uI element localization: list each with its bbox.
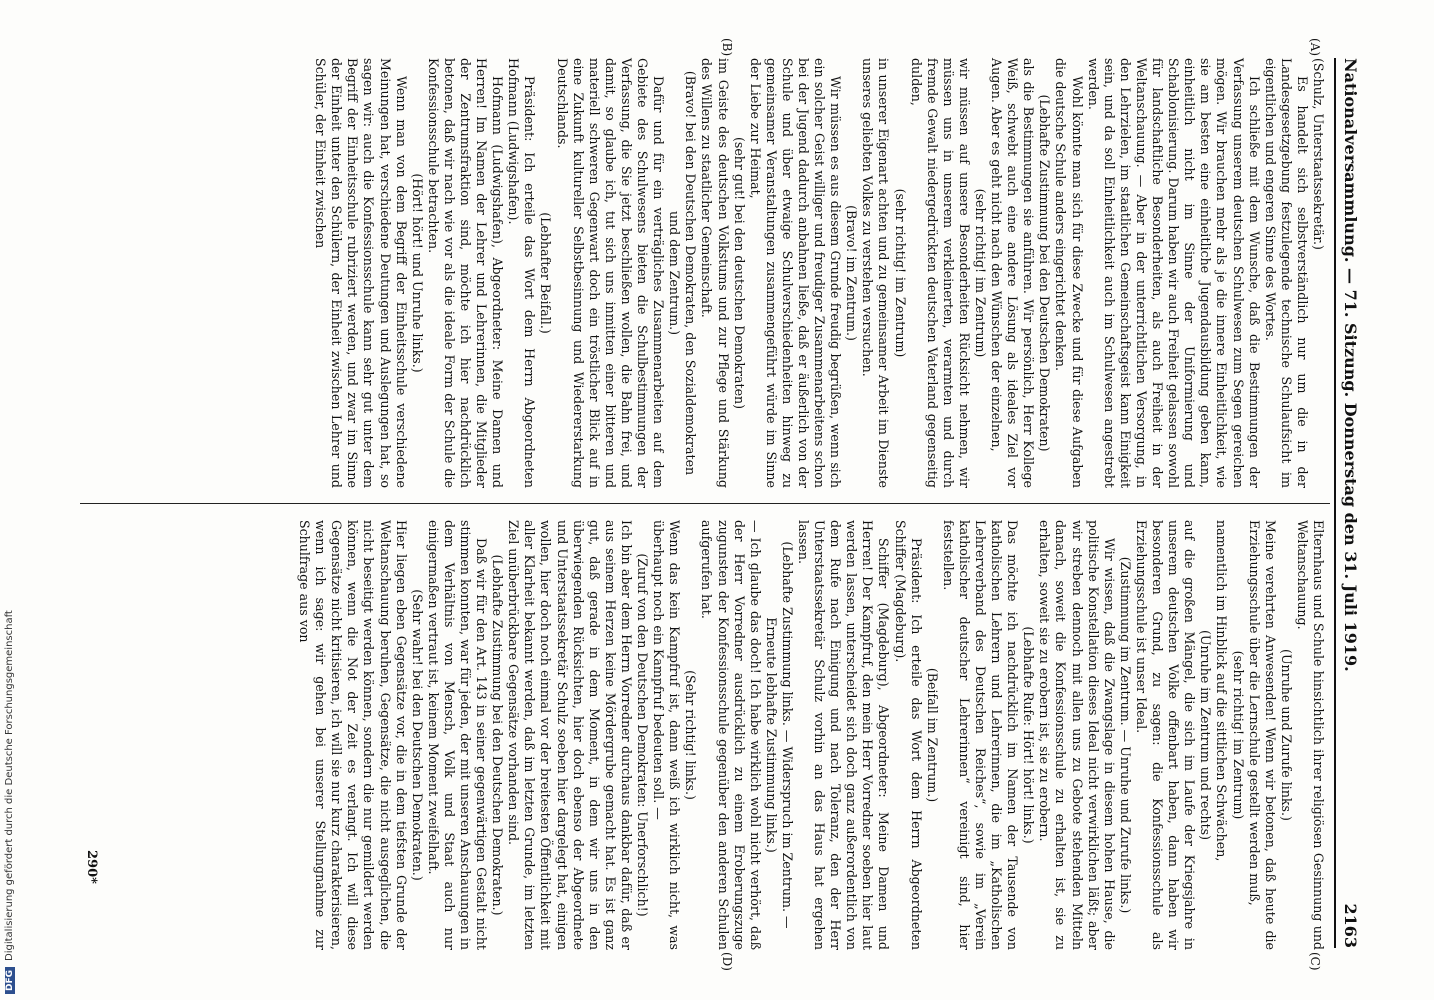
paragraph: Daß wir für den Art. 143 in seiner gegenwärtigen Gestalt nicht stimmen konnten, war für jeden, der mit unseren Anschauungen in dem Verhältnis von Mensch, Volk und Staat auch nur einigermaßen vertraut ist, keinem Moment zweifelhaft. bbox=[425, 520, 490, 950]
paragraph: in unserer Eigenart achten und zu gemeinsamer Arbeit im Dienste unseres geliebten Volkes zu verstehen versuchen. bbox=[860, 58, 892, 488]
paragraph: Wir wissen, daß die Zwangslage in diesem hohen Hause, die politische Konstellation dieses Ideal nicht verwirklichen läßt; aber wir streben dennoch mit allen uns zu Gebote stehenden Mitteln danach, soweit die Konfessionsschule zu erhalten ist, sie zu erhalten, soweit sie zu erobern ist, sie zu erobern. bbox=[1037, 520, 1117, 950]
paragraph: (sehr richtig! im Zentrum) bbox=[892, 188, 908, 358]
paragraph: (Hört! hört! und Unruhe links.) bbox=[409, 173, 425, 373]
credit-text: Digitalisierung gefördert durch die Deutsche Forschungsgemeinschaft bbox=[4, 610, 15, 961]
column-divider bbox=[80, 503, 1330, 504]
paragraph: (Lebhafte Zustimmung bei den Deutschen Demokraten) bbox=[1037, 94, 1053, 452]
paragraph: (Bravo! im Zentrum.) bbox=[844, 205, 860, 341]
paragraph: (Unruhe und Zurufe links.) bbox=[1278, 649, 1294, 821]
margin-marker-d: (D) bbox=[720, 952, 734, 971]
paragraph: als die Bestimmungen sie anführen. Wir persönlich, Herr Kollege Weiß, schwebt auch eine andere Lösung als ideales Ziel vor Augen. Aber es geht nicht nach den Wünschen der einzelnen, bbox=[989, 58, 1037, 488]
paragraph: (Lebhafte Zustimmung links. — Widerspruch im Zentrum. — Erneute lebhafte Zustimmung links.) bbox=[763, 541, 795, 929]
paragraph: Dafür und für ein verträgliches Zusammenarbeiten auf dem Gebiete des Schulwesens bieten die Schulbestimmungen der Verfassung, die Sie jetzt beschließen wollen, die Bahn frei, und damit, so glaube ich, tut sich uns inmitten einer bitteren und materiell schweren Gegenwart doch ein tröstlicher Blick auf in eine Zukunft kultureller Selbstbesinnung und Wiedererstarkung Deutschlands. bbox=[554, 58, 667, 488]
left-text-column bbox=[312, 58, 1326, 488]
paragraph: (sehr gut! bei den deutschen Demokraten) bbox=[731, 136, 747, 410]
paragraph: (sehr richtig! im Zentrum) bbox=[1230, 650, 1246, 820]
paragraph: Wenn man von dem Begriff der Einheitsschule verschiedene Meinungen hat, verschiedene Deutungen und Auslegungen hat, so sagen wir: auch die Konfessionsschule kann sehr gut unter dem Begriff der Einheitsschule rubriziert werden, und zwar im Sinne der Einheit unter den Schülern, der Einheit zwischen Lehrer und Schüler, der Einheit zwischen bbox=[313, 58, 409, 488]
header-rule bbox=[1334, 58, 1336, 948]
paragraph: Meine verehrten Anwesenden! Wenn wir betonen, daß heute die Erziehungsschule über die Lernschule gestellt werden muß, bbox=[1246, 520, 1278, 950]
paragraph: Präsident: Ich erteile das Wort dem Herrn Abgeordneten Schiffer (Magdeburg). bbox=[892, 520, 924, 950]
paragraph: (Zuruf von den Deutschen Demokraten: Unerforschlich!) bbox=[635, 553, 651, 917]
paragraph: Wohl könnte man sich für diese Zwecke und für diese Aufgaben die deutsche Schule anders eingerichtet denken. bbox=[1053, 58, 1085, 488]
margin-marker-b: (B) bbox=[720, 38, 734, 57]
paragraph: — Ich glaube das doch! Ich habe wirklich wohl nicht verhört, daß der Herr Vorredner ausdrücklich zu einem Eroberungszuge zugunsten der Konfessionsschule gegenüber den anderen Schulen aufgerufen hat. bbox=[699, 520, 763, 950]
paragraph: (Sehr richtig! links.) bbox=[683, 670, 699, 800]
paragraph: Das möchte ich nachdrücklich im Namen der Tausende von katholischen Lehrern und Lehrerinnen, die im „Katholischen Lehrerverband des Deutschen Reiches“, sowie im „Verein katholischer deutscher Lehrerinnen“ vereinigt sind, hier feststellen. bbox=[940, 520, 1021, 950]
paragraph: Ich bin aber dem Herrn Vorredner durchaus dankbar dafür, daß er aus seinem Herzen keine Mördergrube gemacht hat. Es ist ganz gut, daß gerade in dem Moment, in dem wir uns in den überwiegenden Rücksichten, hier doch ebenso der Abgeordnete und Unterstaatssekretär Schulz soeben hier dargelegt hat, einigen wollen, hier doch noch einmal vor der breitesten Öffentlichkeit mit aller Klarheit bekannt werden, daß im letzten Grunde, im letzten Ziel unüberbrückbare Gegensätze vorhanden sind. bbox=[506, 520, 634, 950]
paragraph: auf die großen Mängel, die sich im Laufe der Kriegsjahre in unserem deutschen Volke offenbart haben, dann haben wir besonderen Grund, zu sagen: die Konfessionsschule als Erziehungsschule ist unser Ideal. bbox=[1133, 520, 1198, 950]
paragraph: im Geiste des deutschen Volkstums und zur Pflege und Stärkung des Willens zu staatlicher Gemeinschaft. bbox=[699, 58, 731, 488]
paragraph: Ich schließe mit dem Wunsche, daß die Bestimmungen der Verfassung unserem deutschen Schulwesen zum Segen gereichen mögen. Wir brauchen mehr als je die innere Einheitlichkeit, wie sie am besten eine einheitliche Jugendausbildung geben kann, einheitlich nicht im Sinne der Uniformierung und Schablonisierung. Darum haben wir auch Freiheit gelassen sowohl für landschaftliche Besonderheiten, als auch Freiheit in der Weltanschauung. — Aber in der unterrichtlichen Versorgung, in den Lehrzielen, im staatlichen Gemeinschaftsgeist kann Einigkeit sein, und da soll Einheitlichkeit auch im Schulwesen angestrebt werden. bbox=[1085, 58, 1262, 488]
header-title: Nationalversammlung. — 71. Sitzung. Donnerstag den 31. Juli 1919. bbox=[1341, 58, 1360, 672]
footer-page-number: 290* bbox=[84, 850, 99, 884]
paragraph: Es handelt sich selbstverständlich nur um die in der Landesgesetzgebung festzulegende technische Schulaufsicht im eigentlichen und engeren Sinne des Wortes. bbox=[1262, 58, 1310, 488]
paragraph: (Beifall im Zentrum.) bbox=[924, 667, 940, 803]
paragraph: namentlich im Hinblick auf die sittlichen Schwächen, bbox=[1214, 520, 1230, 862]
paragraph: (sehr richtig! im Zentrum) bbox=[973, 188, 989, 358]
paragraph: Wir müssen es aus diesem Grunde freudig begrüßen, wenn sich ein solcher Geist williger und freudiger Zusammenarbeitens schon bei der Jugend dadurch anbahnen ließe, daß er äußerlich von der Schule und über etwaige Schulverschiedenheiten hinweg zu gemeinsamer Veranstaltungen zusammengeführt würde im Sinne der Liebe zur Heimat, bbox=[747, 58, 844, 488]
paragraph: (Unruhe im Zentrum und rechts) bbox=[1198, 629, 1214, 841]
paragraph: (Lebhafter Beifall.) bbox=[538, 212, 554, 334]
paragraph: Schiffer (Magdeburg), Abgeordneter: Meine Damen und Herren! Der Kampfruf, den mein Herr Vorredner soeben hier laut werden lassen, unterscheidet sich doch ganz außerordentlich von dem Rufe nach Einigung und nach Toleranz, den der Herr Unterstaatssekretär Schulz vorhin an das Haus hat ergehen lassen. bbox=[796, 520, 892, 950]
paragraph: Präsident: Ich erteile das Wort dem Herrn Abgeordneten Hofmann (Ludwigshafen). bbox=[506, 58, 538, 488]
paragraph: Hier liegen eben Gegensätze vor, die in dem tiefsten Grunde der Weltanschauung beruhen, Gegensätze, die nicht ausgeglichen, die nicht beseitigt werden können, sondern die nur gemildert werden können, wenn die Not der Zeit es verlangt. Ich will diese Gegensätze nicht kritisieren, ich will sie nur kurz charakterisieren, wenn ich sage: wir gehen bei unserer Stellungnahme zur Schulfrage aus von bbox=[297, 520, 409, 950]
paragraph: Elternhaus und Schule hinsichtlich ihrer religiösen Gesinnung und Weltanschauung. bbox=[1294, 520, 1326, 950]
paragraph: (Lebhafte Zustimmung bei den Deutschen Demokraten.) bbox=[490, 554, 506, 916]
paragraph: wir müssen auf unsere Besonderheiten Rücksicht nehmen, wir müssen uns in unserem verkleinerten, verarmten und durch fremde Gewalt niedergedrückten deutschen Vaterland gegenseitig dulden, bbox=[908, 58, 972, 488]
paragraph: Hofmann (Ludwigshafen), Abgeordneter: Meine Damen und Herren! Im Namen der Lehrer und Lehrerinnen, die Mitglieder der Zentrumsfraktion sind, möchte ich hier nachdrücklich betonen, daß wir nach wie vor als die ideale Form der Schule die Konfessionsschule betrachten. bbox=[425, 58, 506, 488]
header-page-number: 2163 bbox=[1341, 903, 1360, 948]
dfg-logo: DFG bbox=[5, 967, 15, 994]
paragraph: (Bravo! bei den Deutschen Demokraten, den Sozialdemokraten und dem Zentrum.) bbox=[667, 70, 699, 476]
margin-marker-a: (A) bbox=[1308, 38, 1322, 57]
page-header bbox=[1336, 58, 1364, 948]
paragraph: Wenn das kein Kampfruf ist, dann weiß ich wirklich nicht, was überhaupt noch ein Kampfruf bedeuten soll. — bbox=[651, 520, 683, 950]
paragraph: (Zustimmung im Zentrum. — Unruhe und Zurufe links.) bbox=[1117, 556, 1133, 914]
paragraph: (Sehr wahr! bei den Deutschen Demokraten.) bbox=[409, 589, 425, 881]
right-text-column bbox=[296, 520, 1326, 950]
paragraph: (Lebhafte Rufe: Hört! hört! links.) bbox=[1021, 626, 1037, 844]
paragraph: (Schulz, Unterstaatssekretär.) bbox=[1311, 58, 1326, 250]
margin-marker-c: (C) bbox=[1308, 952, 1322, 971]
digitization-credit bbox=[4, 610, 15, 994]
